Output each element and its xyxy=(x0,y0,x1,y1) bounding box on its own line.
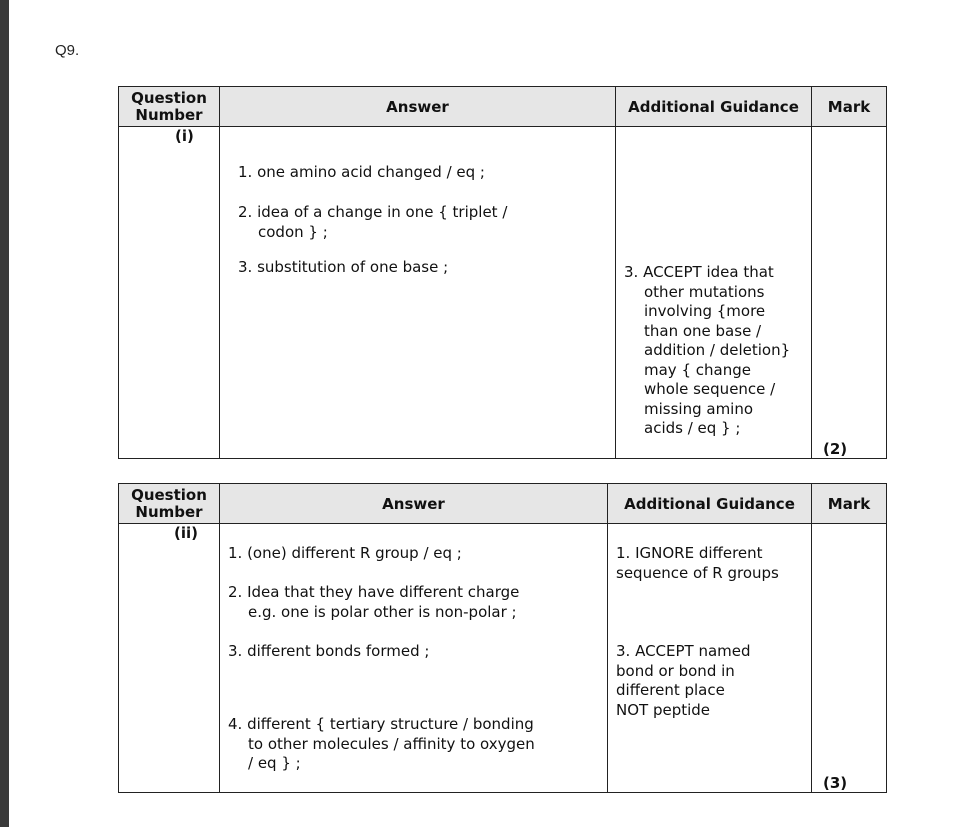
answer-line: to other molecules / affinity to oxygen xyxy=(248,734,535,753)
column-divider xyxy=(219,523,220,792)
answer-line: 2. idea of a change in one { triplet / xyxy=(238,203,508,221)
guidance-line: sequence of R groups xyxy=(616,563,779,582)
guidance-line: NOT peptide xyxy=(616,700,711,719)
answer-line: 3. different bonds formed ; xyxy=(228,642,430,660)
header-additional-guidance: Additional Guidance xyxy=(616,87,812,126)
answer-line: 1. one amino acid changed / eq ; xyxy=(238,163,485,181)
answer-line: e.g. one is polar other is non-polar ; xyxy=(248,602,517,621)
guidance-point-1 xyxy=(616,544,779,583)
answer-line: 1. (one) different R group / eq ; xyxy=(228,544,462,562)
column-divider xyxy=(615,126,616,458)
guidance-line: other mutations xyxy=(644,282,765,301)
guidance-line: than one base / xyxy=(644,321,762,340)
guidance-line: different place xyxy=(616,681,725,699)
answer-line: 4. different { tertiary structure / bonding xyxy=(228,715,534,733)
guidance-line: missing amino xyxy=(644,399,754,418)
header-additional-guidance: Additional Guidance xyxy=(608,484,812,523)
guidance-line: bond or bond in xyxy=(616,661,735,680)
table-header xyxy=(119,87,886,127)
answer-point-2 xyxy=(228,583,519,622)
mark-value: (2) xyxy=(823,440,848,458)
question-part-number: (ii) xyxy=(174,524,198,542)
answer-point-3 xyxy=(228,642,429,662)
column-divider xyxy=(607,523,608,792)
guidance-line: 3. ACCEPT idea that xyxy=(624,263,774,281)
column-divider xyxy=(811,126,812,458)
column-divider xyxy=(811,523,812,792)
guidance-line: acids / eq } ; xyxy=(644,419,741,437)
header-answer: Answer xyxy=(220,484,608,523)
guidance-line: 1. IGNORE different xyxy=(616,544,763,562)
header-question-number xyxy=(119,484,220,523)
column-divider xyxy=(219,126,220,458)
guidance-line: addition / deletion} xyxy=(644,341,791,359)
guidance-line: involving {more xyxy=(644,302,766,320)
answer-line: codon } ; xyxy=(258,222,328,241)
guidance-line: 3. ACCEPT named xyxy=(616,642,751,660)
left-edge-bar xyxy=(0,0,9,827)
header-question-number-line-2: Number xyxy=(135,105,203,124)
header-mark: Mark xyxy=(827,97,871,116)
answer-point-3 xyxy=(238,258,448,278)
question-label: Q9. xyxy=(55,42,80,59)
answer-point-1 xyxy=(228,544,462,564)
header-question-number xyxy=(119,87,220,126)
answer-line: 2. Idea that they have different charge xyxy=(228,583,520,601)
header-answer: Answer xyxy=(220,87,616,126)
header-question-number-line-1: Question xyxy=(131,485,207,504)
mark-value: (3) xyxy=(823,774,848,792)
guidance-point-3 xyxy=(624,263,790,439)
table-header xyxy=(119,484,886,524)
answer-point-4 xyxy=(228,715,535,774)
mark-scheme-table-2 xyxy=(118,483,887,793)
guidance-line: may { change xyxy=(644,360,751,379)
mark-scheme-table-1 xyxy=(118,86,887,459)
answer-line: / eq } ; xyxy=(248,754,301,772)
header-mark: Mark xyxy=(827,494,871,513)
answer-point-2 xyxy=(238,203,507,242)
guidance-line: whole sequence / xyxy=(644,380,776,398)
header-question-number-line-2: Number xyxy=(135,502,203,521)
guidance-point-3 xyxy=(616,642,751,720)
answer-point-1 xyxy=(238,163,485,183)
header-question-number-line-1: Question xyxy=(131,88,207,107)
question-part-number: (i) xyxy=(175,127,194,145)
answer-line: 3. substitution of one base ; xyxy=(238,258,449,276)
